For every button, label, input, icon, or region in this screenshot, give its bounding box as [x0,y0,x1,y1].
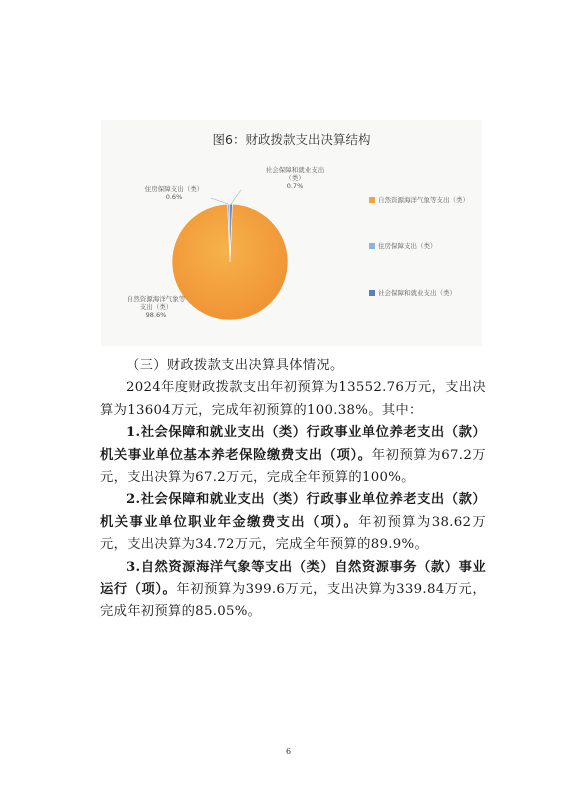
body-text [100,355,486,624]
legend-swatch-housing [369,243,375,249]
slice-label-social: 社会保障和就业支出 （类） 0.7% [265,166,325,190]
legend-swatch-nature [369,197,375,203]
legend-item-nature: 自然资源海洋气象等支出（类） [369,195,469,204]
legend-swatch-social [369,290,375,296]
page-number: 6 [285,747,292,756]
item-3: 3.自然资源海洋气象等支出（类）自然资源事务（款）事业运行（项）。年初预算为399.6万元，支出决算为339.84万元，完成年初预算的85.05%。 [100,559,486,620]
legend-item-social: 社会保障和就业支出（类） [369,288,456,297]
leader-line-housing [211,198,228,204]
slice-label-housing: 住房保障支出（类） 0.6% [144,185,204,201]
leader-line-social [231,190,241,204]
item-1: 1.社会保障和就业支出（类）行政事业单位养老支出（款）机关事业单位基本养老保险缴费支出（项）。年初预算为67.2万元，支出决算为67.2万元，完成全年预算的100%。 [100,425,486,486]
chart-title: 图6：财政拨款支出决算结构 [212,132,371,147]
section-heading: （三）财政拨款支出决算具体情况。 [126,358,344,373]
intro-paragraph: 2024年度财政拨款支出年初预算为13552.76万元，支出决算为13604万元，完成年初预算的100.38%。其中： [100,380,486,418]
item-2: 2.社会保障和就业支出（类）行政事业单位养老支出（款）机关事业单位职业年金缴费支出（项）。年初预算为38.62万元，支出决算为34.72万元，完成全年预算的89.9%。 [100,492,486,553]
legend-item-housing: 住房保障支出（类） [369,241,437,250]
pie-chart [101,120,482,346]
slice-label-nature: 自然资源海洋气象等 支出（类） 98.6% [126,295,186,319]
